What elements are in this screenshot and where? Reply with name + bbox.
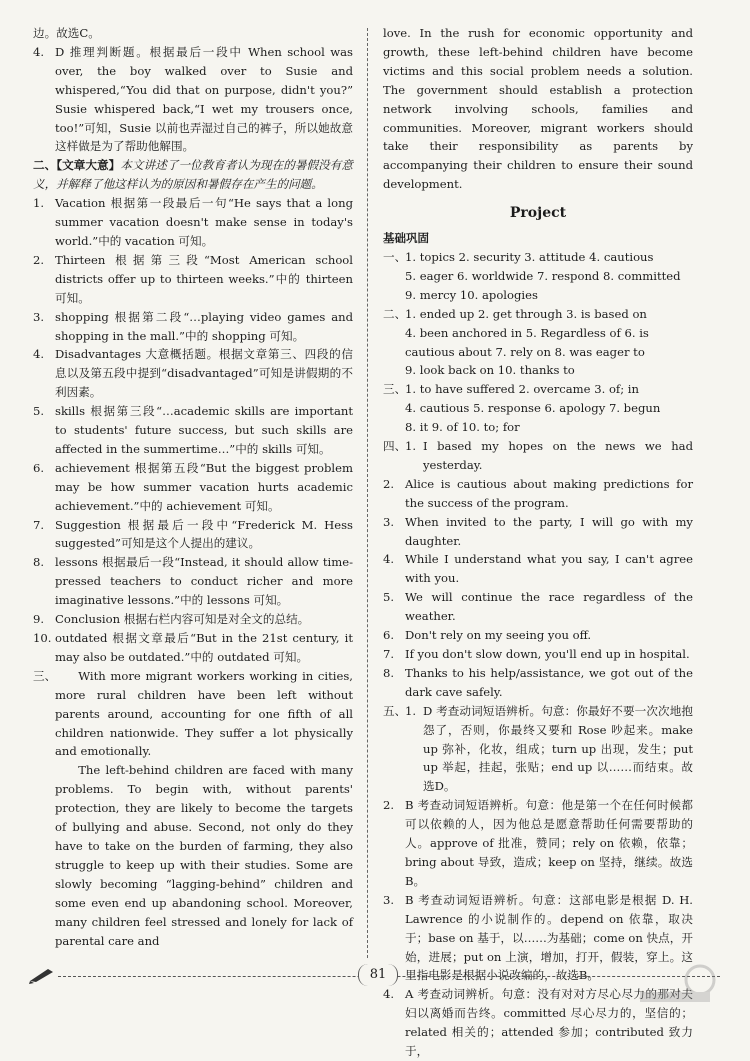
item-text: Alice is cautious about making predictions for the success of the program. bbox=[405, 476, 693, 510]
answer-item bbox=[383, 513, 693, 551]
project-title: Project bbox=[509, 205, 567, 222]
item-text: When invited to the party, I will go with my daughter. bbox=[405, 514, 693, 548]
answer-item bbox=[33, 516, 353, 554]
item-number: 6. bbox=[33, 460, 45, 475]
section-heading bbox=[33, 156, 353, 194]
answer-item bbox=[33, 43, 353, 156]
essay-paragraph: love. In the rush for economic opportunity and growth, these left-behind children have become victims and this social problem needs a solution. The government should establish a protection network involving schools, families and communities. Moreover, migrant workers should take their responsibility as parents by accompanying their children to ensure their sound development. bbox=[383, 26, 693, 192]
answer-item bbox=[383, 796, 693, 891]
answer-item bbox=[383, 702, 693, 797]
answer-item bbox=[383, 550, 693, 588]
pen-icon bbox=[28, 966, 56, 984]
answer-line: 1. to have suffered 2. overcame 3. of; in bbox=[405, 382, 639, 397]
item-number: 9. bbox=[33, 612, 45, 627]
exercise-group bbox=[383, 380, 693, 437]
item-text: outdated 根据文章最后“But in the 21st century, it may also be outdated.”中的 outdated 可知。 bbox=[55, 631, 353, 664]
right-column bbox=[383, 24, 693, 1061]
section-label: 一、 bbox=[383, 249, 407, 264]
essay-block bbox=[33, 667, 353, 951]
answer-item bbox=[33, 610, 353, 629]
answer-item bbox=[33, 251, 353, 308]
answer-line: cautious about 7. rely on 8. was eager to bbox=[405, 344, 645, 359]
item-number: 1. bbox=[405, 703, 417, 718]
item-text: If you don't slow down, you'll end up in hospital. bbox=[405, 647, 690, 661]
item-text: While I understand what you say, I can't agree with you. bbox=[405, 552, 693, 586]
section-label: 三、 bbox=[383, 382, 407, 397]
item-text: lessons 根据最后一段“Instead, it should allow time-pressed teachers to conduct richer and more imaginative lessons.”中的 lessons 可知。 bbox=[55, 555, 353, 608]
subsection-title: 基础巩固 bbox=[383, 231, 429, 246]
item-number: 3. bbox=[383, 892, 395, 907]
item-text: Vacation 根据第一段最后一句“He says that a long summer vacation doesn't make sense in today's world.”中的 vacation 可知。 bbox=[55, 196, 353, 248]
item-text: B 考查动词短语辨析。句意：这部电影是根据 D. H. Lawrence 的小说制作的。depend on 依靠，取决于；base on 基于，以……为基础；come on 快点，开始，进展；put on 上演，增加，打开，假装，穿上。这里指电影是根据小说改编的，故选B。 bbox=[405, 892, 693, 983]
answer-item bbox=[33, 194, 353, 251]
answer-item bbox=[33, 308, 353, 346]
exercise-group bbox=[383, 305, 693, 381]
item-number: 6. bbox=[383, 628, 395, 643]
answer-item bbox=[33, 402, 353, 459]
item-text: Thirteen 根据第三段“Most American school districts offer up to thirteen weeks.”中的 thirteen 可知。 bbox=[55, 252, 353, 305]
answer-item bbox=[33, 345, 353, 402]
item-text: D 考查动词短语辨析。句意：你最好不要一次次地抱怨了，否则，你最终又要和 Rose 吵起来。make up 弥补，化妆，组成；turn up 出现，发生；put up 举起，挂起，张贴；end up 以……而结束。故选D。 bbox=[423, 703, 693, 794]
answer-line: 8. it 9. of 10. to; for bbox=[405, 420, 520, 435]
item-number: 5. bbox=[33, 404, 45, 419]
item-number: 7. bbox=[33, 517, 45, 532]
answer-item bbox=[383, 664, 693, 702]
answer-line: 1. topics 2. security 3. attitude 4. cautious bbox=[405, 249, 654, 264]
answer-list bbox=[33, 194, 353, 667]
item-number: 5. bbox=[383, 590, 395, 605]
section-summary: 本文讲述了一位教育者认为现在的暑假没有意义，并解释了他这样认为的原因和暑假存在产生的问题。 bbox=[33, 158, 353, 192]
item-number: 3. bbox=[33, 309, 45, 324]
essay-paragraph: With more migrant workers working in cities, more rural children have been left without parents around, accounting for one fifth of all children nationwide. They suffer a lot physically and emotionally. bbox=[55, 668, 353, 759]
item-text: I based my hopes on the news we had yesterday. bbox=[423, 439, 693, 472]
item-number: 8. bbox=[33, 555, 45, 570]
item-text: Disadvantages 大意概括题。根据文章第三、四段的信息以及第五段中提到“disadvantaged”可知是讲假期的不利因素。 bbox=[55, 347, 353, 400]
answer-item bbox=[33, 629, 353, 667]
answer-item bbox=[383, 437, 693, 475]
answer-line: 5. eager 6. worldwide 7. respond 8. committed bbox=[405, 268, 681, 283]
item-text: Thanks to his help/assistance, we got out of the dark cave safely. bbox=[405, 665, 693, 699]
answer-line: 4. been anchored in 5. Regardless of 6. is bbox=[405, 325, 649, 340]
item-text: A 考查动词辨析。句意：没有对对方尽心尽力的那对夫妇以离婚而告终。committed 尽心尽力的，坚信的；related 相关的；attended 参加；contributed 致力于， bbox=[405, 987, 693, 1059]
answer-item bbox=[383, 475, 693, 513]
item-text: Don't rely on my seeing you off. bbox=[405, 628, 592, 643]
item-number: 3. bbox=[383, 514, 395, 529]
item-number: 2. bbox=[383, 798, 395, 813]
item-number: 2. bbox=[383, 476, 395, 491]
answer-item bbox=[383, 626, 693, 645]
answer-item bbox=[33, 459, 353, 516]
item-text: Conclusion 根据右栏内容可知是对全文的总结。 bbox=[55, 612, 310, 627]
section-label: 三、 bbox=[33, 668, 57, 683]
item-text: Suggestion 根据最后一段中“Frederick M. Hess suggested”可知是这个人提出的建议。 bbox=[55, 517, 353, 551]
item-number: 2. bbox=[33, 252, 45, 267]
section-label: 五、 bbox=[383, 703, 407, 718]
page-footer bbox=[28, 962, 720, 992]
answer-line: 9. mercy 10. apologies bbox=[405, 287, 538, 302]
item-text: B 考查动词短语辨析。句意：他是第一个在任何时候都可以依赖的人，因为他总是愿意帮助任何需要帮助的人。approve of 批准，赞同；rely on 依赖，依靠；bring about 导致，造成；keep on 坚持，继续。故选B。 bbox=[405, 798, 693, 888]
answer-line: 9. look back on 10. thanks to bbox=[405, 363, 575, 378]
item-number: 4. bbox=[383, 552, 395, 567]
exercise-sections bbox=[383, 248, 693, 1061]
exercise-group bbox=[383, 437, 693, 702]
column-divider bbox=[367, 28, 368, 958]
item-text: We will continue the race regardless of the weather. bbox=[405, 590, 693, 624]
text-line: 边。故选C。 bbox=[33, 26, 100, 40]
essay-paragraph: The left-behind children are faced with many problems. To begin with, without parents' protection, they are likely to become the targets of bullying and abuse. Second, not only do they have to take on the burden of farming, they also struggle to keep up with their studies. Some are slowly becoming “lagging-behind” children and some even end up abandoning school. Moreover, many children feel stressed and lonely for lack of parental care and bbox=[55, 763, 353, 948]
answer-item bbox=[383, 588, 693, 626]
watermark-icon bbox=[630, 962, 720, 1007]
section-label: 四、 bbox=[383, 439, 407, 454]
item-text: shopping 根据第二段“…playing video games and shopping in the mall.”中的 shopping 可知。 bbox=[55, 309, 353, 343]
item-number: 1. bbox=[33, 196, 45, 211]
section-label: 二、 bbox=[383, 306, 407, 321]
item-number: 7. bbox=[383, 647, 395, 661]
page-number: 81 bbox=[358, 964, 398, 986]
left-column bbox=[33, 24, 353, 950]
answer-line: 1. ended up 2. get through 3. is based on bbox=[405, 306, 647, 321]
item-number: 4. bbox=[33, 347, 45, 362]
answer-line: 4. cautious 5. response 6. apology 7. begun bbox=[405, 401, 661, 416]
section-label: 二、【文章大意】 bbox=[33, 158, 121, 173]
item-text: achievement 根据第五段“But the biggest problem may be how summer vacation hurts academic achievement.”中的 achievement 可知。 bbox=[55, 460, 353, 513]
exercise-group bbox=[383, 248, 693, 305]
item-number: 8. bbox=[383, 665, 395, 680]
item-text: skills 根据第三段“…academic skills are important to students' future success, but such skills are affected in the summertime…”中的 skills 可知。 bbox=[55, 404, 353, 456]
answer-item bbox=[383, 645, 693, 664]
item-number: 4. bbox=[33, 44, 45, 59]
item-number: 1. bbox=[405, 439, 417, 454]
item-number: 10. bbox=[33, 631, 52, 645]
item-number: 4. bbox=[383, 987, 395, 1002]
exercise-group bbox=[383, 702, 693, 1061]
item-text: D 推理判断题。根据最后一段中 When school was over, the boy walked over to Susie and whispered,“You did that on purpose, didn't you?” Susie whispered back,“I wet my trousers once, too!”可知，Susie 以前也弄湿过自己的裤子，所以她故意这样做是为了帮助他解围。 bbox=[55, 44, 353, 154]
answer-item bbox=[33, 553, 353, 610]
